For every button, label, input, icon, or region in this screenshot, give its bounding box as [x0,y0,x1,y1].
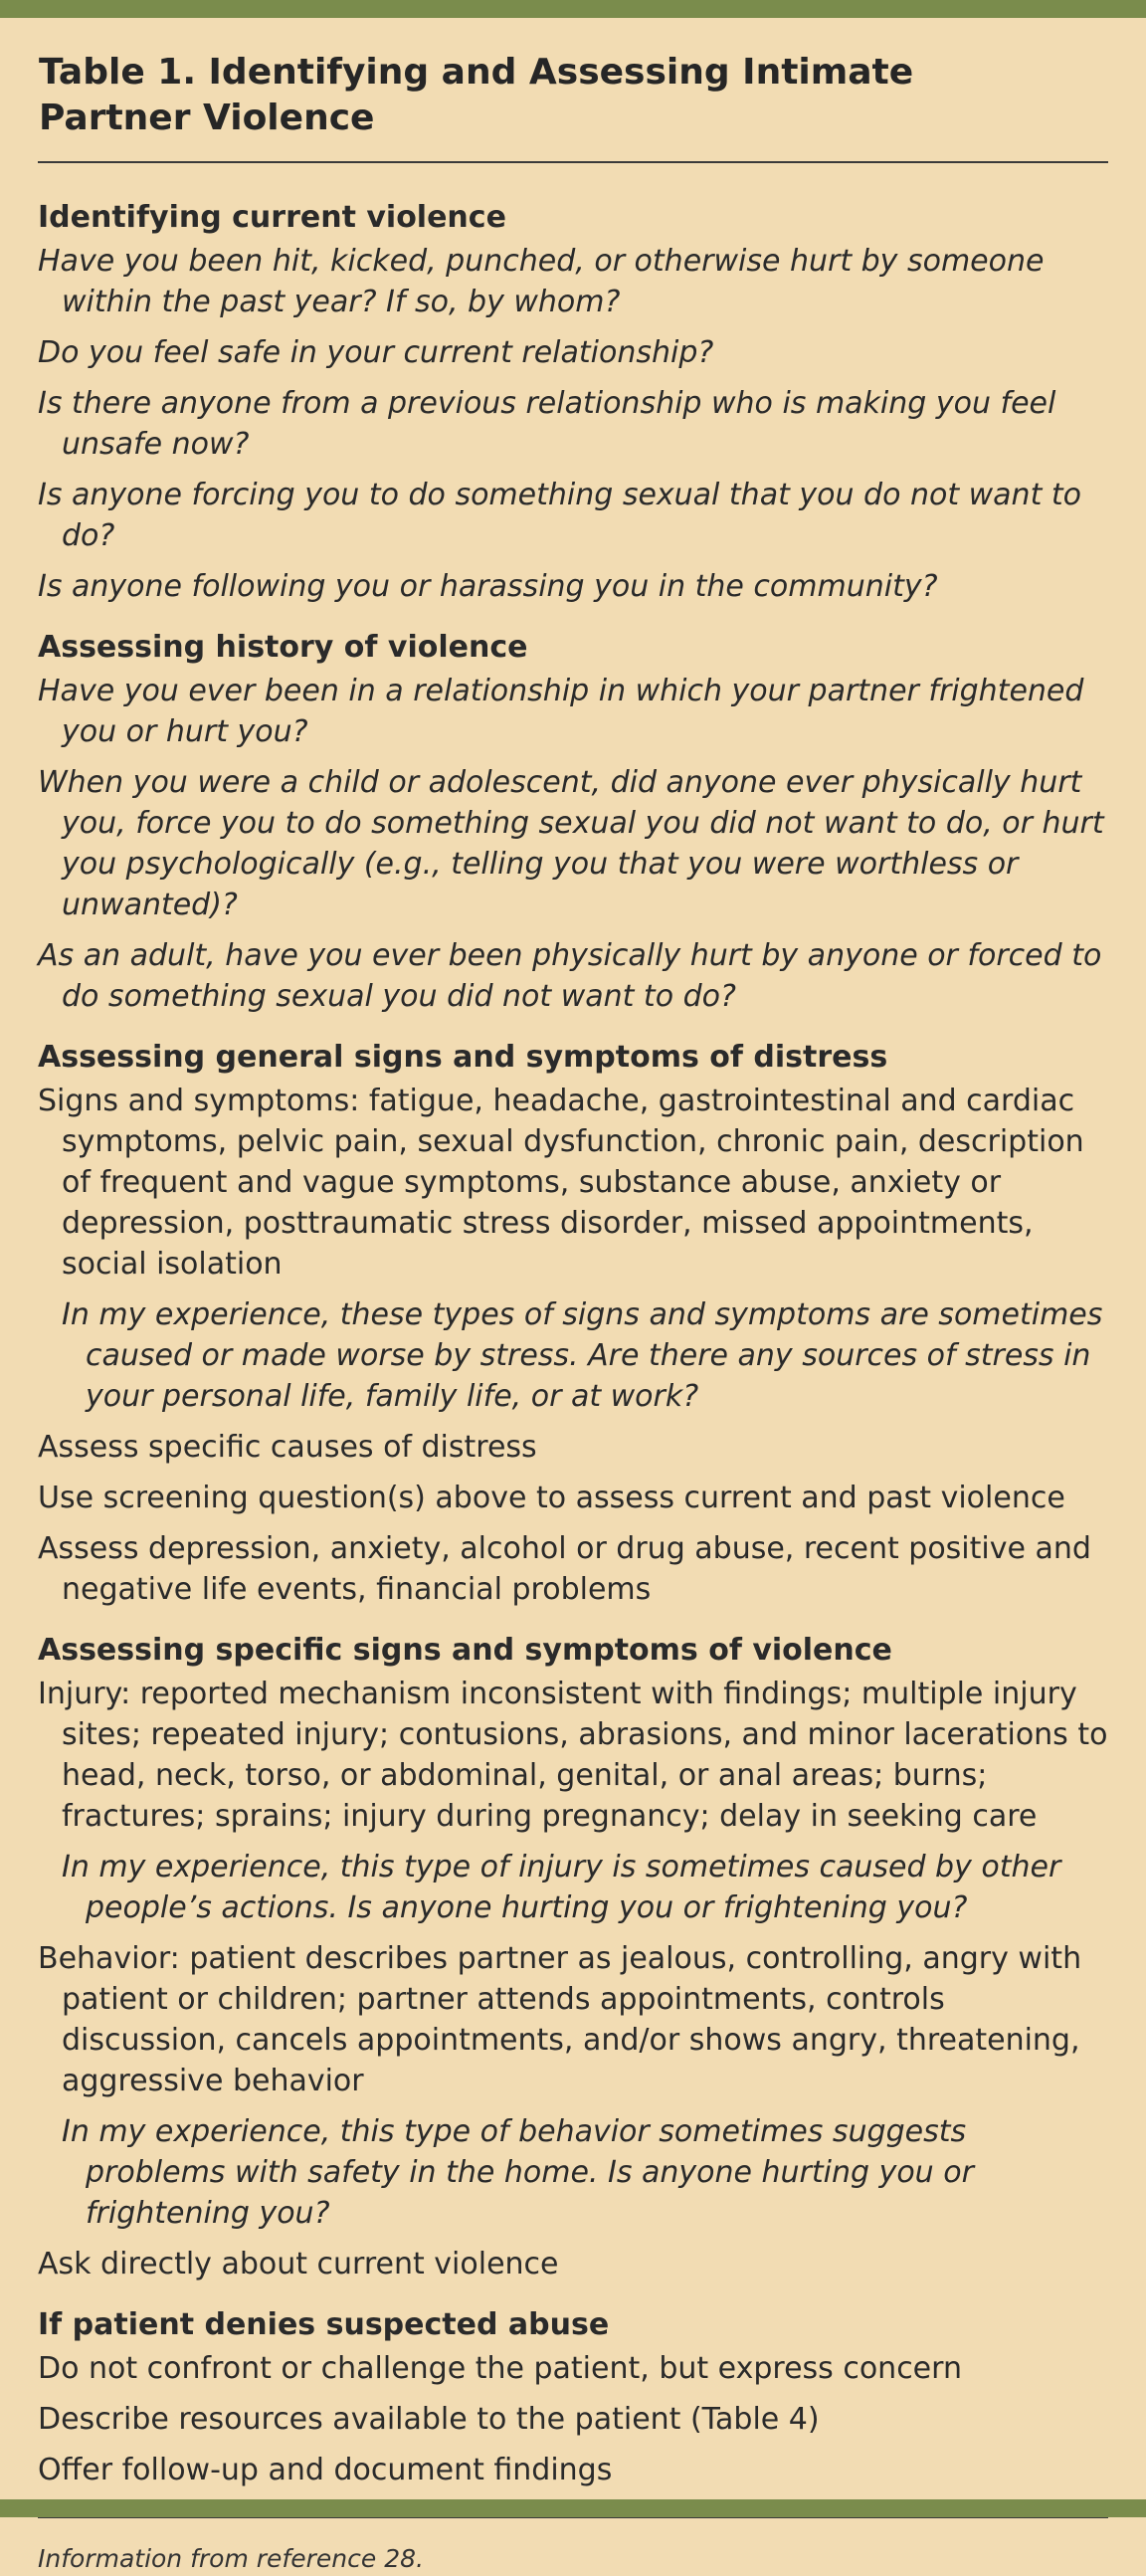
guidance-item: Injury: reported mechanism inconsistent with findings; multiple injury sites; repeated injury; contusions, abrasions, and minor lacerations to head, neck, torso, or abdominal, genital, or anal areas; burns; fractures; sprains; injury during pregnancy; delay in seeking care [38,1677,1108,1834]
table-box [38,50,1108,2576]
bottom-accent-bar [0,2499,1146,2517]
guidance-item: Use screening question(s) above to assess current and past violence [38,1481,1065,1515]
question-list [38,241,1108,607]
section-heading: Assessing history of violence [38,630,528,665]
question-item: Is there anyone from a previous relationship who is making you feel unsafe now? [38,386,1056,462]
section-specific-signs-of-violence [38,1630,1108,2284]
question-item: Is anyone following you or harassing you in the community? [38,569,938,604]
guidance-item: Offer follow-up and document findings [38,2453,613,2487]
section-patient-denies-abuse [38,2304,1108,2490]
section-general-signs-of-distress [38,1037,1108,1610]
section-assessing-history-of-violence [38,627,1108,1017]
suggested-prompt: In my experience, this type of behavior sometimes suggests problems with safety in the home. Is anyone hurting you or frightening you? [62,2114,974,2231]
source-footnote: Information from reference 28. [38,2544,424,2573]
guidance-item: Behavior: patient describes partner as jealous, controlling, angry with patient or children; partner attends appointments, controls discussion, cancels appointments, and/or shows angry, threatening, aggressive behavior [38,1941,1082,2098]
guidance-item: Do not confront or challenge the patient, but express concern [38,2351,962,2386]
question-item: Have you been hit, kicked, punched, or otherwise hurt by someone within the past year? If so, by whom? [38,244,1045,319]
guidance-item: Describe resources available to the patient (Table 4) [38,2402,820,2437]
top-accent-bar [0,0,1146,18]
question-item: Is anyone forcing you to do something sexual that you do not want to do? [38,478,1081,553]
guidance-item: Ask directly about current violence [38,2247,559,2281]
title-divider [38,161,1108,163]
question-list [38,671,1108,1017]
guidance-item: Signs and symptoms: fatigue, headache, gastrointestinal and cardiac symptoms, pelvic pain, sexual dysfunction, chronic pain, description of frequent and vague symptoms, substance abuse, anxiety or depression, posttraumatic stress disorder, missed appointments, social isolation [38,1084,1084,1282]
question-item: When you were a child or adolescent, did anyone ever physically hurt you, force you to do something sexual you did not want to do, or hurt you psychologically (e.g., telling you that you were worthless or unwanted)? [38,765,1104,922]
guidance-list [38,1081,1108,1610]
question-item: Do you feel safe in your current relationship? [38,335,714,370]
table-title [39,50,1108,141]
section-heading: Identifying current violence [38,200,506,235]
question-item: As an adult, have you ever been physically hurt by anyone or forced to do something sexual you did not want to do? [38,938,1102,1014]
section-heading: If patient denies suspected abuse [38,2307,610,2342]
guidance-item: Assess specific causes of distress [38,1430,537,1465]
guidance-list [38,2348,1108,2490]
suggested-prompt: In my experience, this type of injury is sometimes caused by other people’s actions. Is anyone hurting you or frightening you? [62,1850,1061,1925]
question-item: Have you ever been in a relationship in which your partner frightened you or hurt you? [38,674,1084,749]
section-heading: Assessing specific signs and symptoms of violence [38,1633,892,1668]
guidance-list [38,1674,1108,2284]
table-title-line-1: Table 1. Identifying and Assessing Intimate [39,52,914,93]
suggested-prompt: In my experience, these types of signs and symptoms are sometimes caused or made worse by stress. Are there any sources of stress in your personal life, family life, or at work? [62,1297,1103,1414]
guidance-item: Assess depression, anxiety, alcohol or drug abuse, recent positive and negative life events, financial problems [38,1531,1091,1607]
section-identifying-current-violence [38,197,1108,607]
table-title-line-2: Partner Violence [39,98,375,138]
section-heading: Assessing general signs and symptoms of distress [38,1040,888,1075]
